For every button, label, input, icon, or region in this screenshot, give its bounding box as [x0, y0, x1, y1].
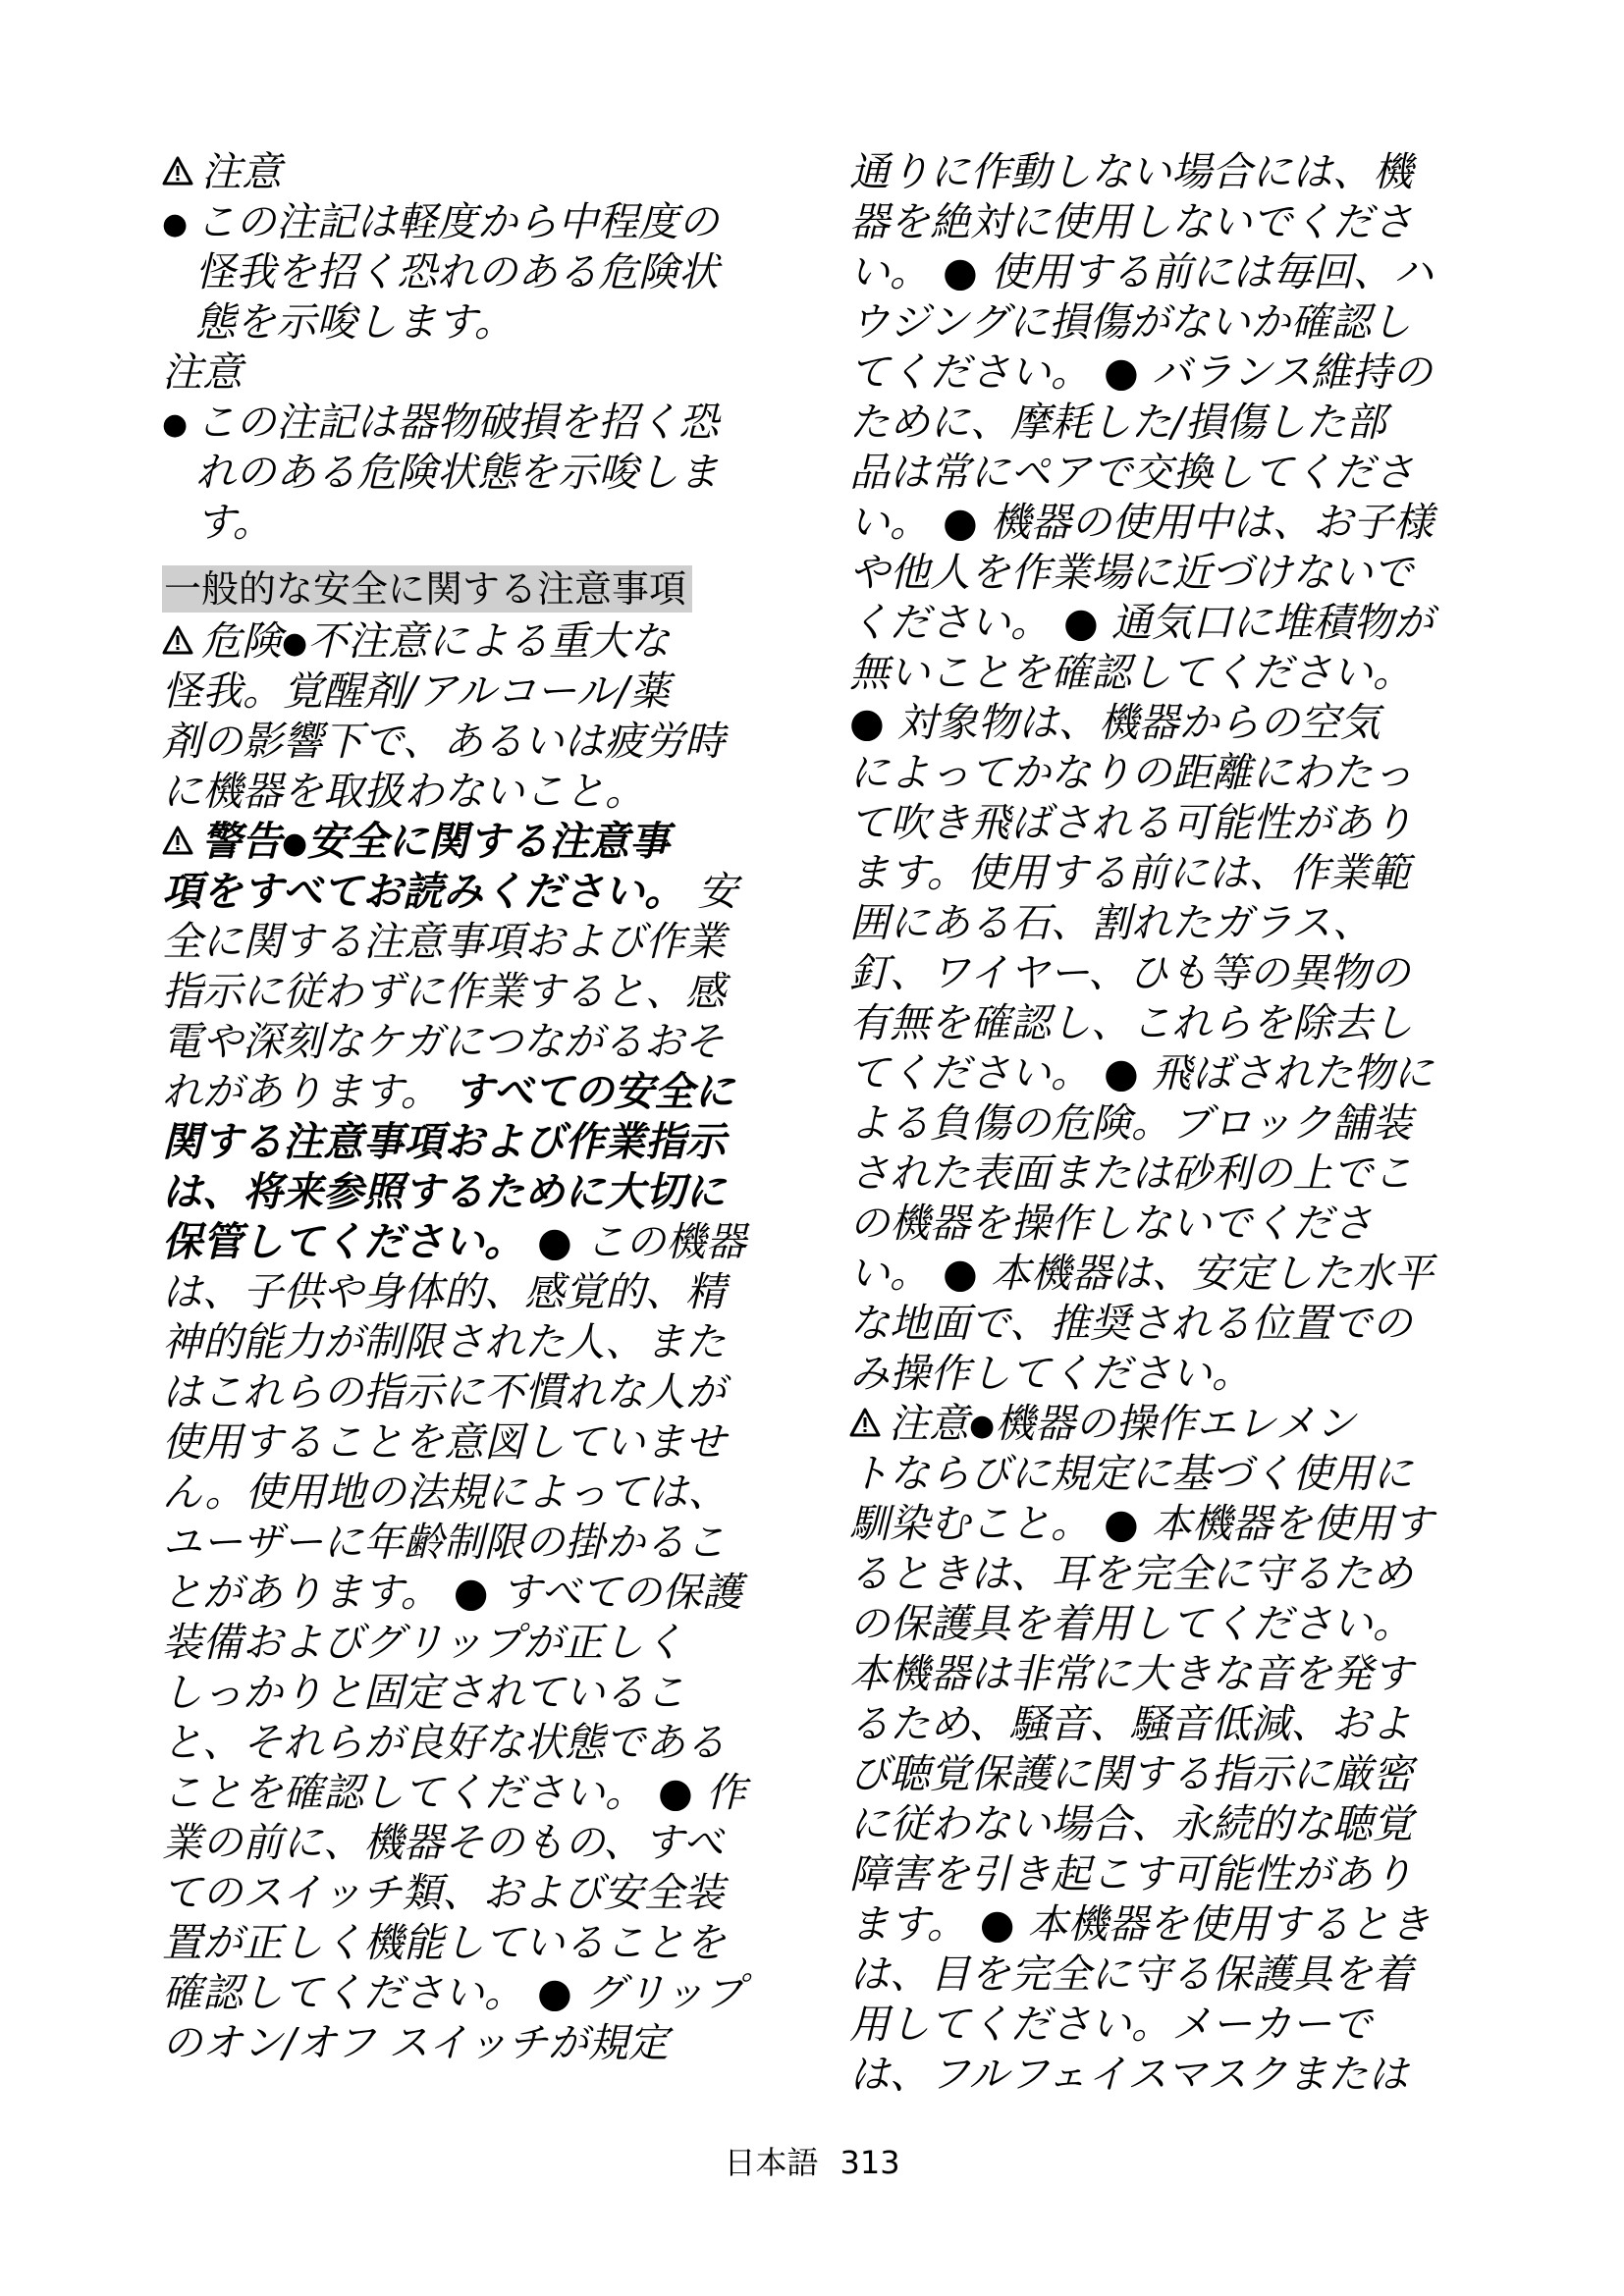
warning-label: 警告 [201, 818, 282, 865]
body-text-line: ください。 ● 通気口に堆積物が [849, 599, 1434, 646]
caution-text-line: ます。 ● 本機器を使用するとき [849, 1900, 1431, 1948]
body-text-line: な地面で、推奨される位置での [849, 1300, 1413, 1347]
body-text-line: て吹き飛ばされる可能性があり [849, 799, 1413, 846]
caution-text: 機器の操作エレメン [995, 1400, 1356, 1447]
caution-label: 注意 [889, 1400, 969, 1447]
warning-bold-text: 項をすべてお読みください。 [162, 868, 685, 915]
caution-text-line: 態を示唆します。 [195, 298, 514, 346]
warning-triangle-icon [162, 156, 195, 187]
right-column [849, 147, 1488, 2100]
warning-text-line: は、子供や身体的、感覚的、精 [162, 1268, 726, 1315]
warning-text-line: てのスイッチ類、および安全装 [162, 1869, 725, 1916]
page-footer [0, 2143, 1624, 2182]
footer-language: 日本語 [724, 2144, 819, 2181]
warning-triangle-icon [162, 826, 195, 857]
body-text-line: や他人を作業場に近づけないで [849, 549, 1413, 596]
warning-bold-line: は、将来参照するために大切に [162, 1168, 726, 1215]
bullet-icon: ● [282, 626, 308, 661]
warning-text-line: しっかりと固定されているこ [162, 1669, 685, 1716]
body-text-line: よる負傷の危険。ブロック舗装 [849, 1099, 1413, 1147]
notice-text-line: この注記は器物破損を招く恐 [195, 399, 719, 446]
body-text-line: てください。 ● バランス維持の [849, 348, 1433, 396]
warning-text-line [162, 1217, 790, 1267]
warning-plain-text: ● この機器 [524, 1218, 746, 1265]
section-title: 一般的な安全に関する注意事項 [162, 565, 692, 613]
caution-text-line: トならびに規定に基づく使用に [849, 1450, 1413, 1497]
caution-bullet-row [162, 197, 790, 247]
warning-plain-text: れがあります。 [162, 1068, 454, 1115]
warning-text-line [162, 1067, 790, 1117]
caution-text-line: るため、騒音、騒音低減、およ [849, 1700, 1412, 1747]
body-text-line: ● 対象物は、機器からの空気 [849, 699, 1380, 746]
caution-text-line: 怪我を招く恐れのある危険状 [195, 248, 719, 295]
warning-text-line: 置が正しく機能していることを [162, 1919, 726, 1966]
body-text-line: てください。 ● 飛ばされた物に [849, 1049, 1434, 1096]
warning-row [162, 817, 790, 867]
notice-text-line: す。 [195, 499, 273, 546]
warning-text-line: ことを確認してください。 ● 作 [162, 1769, 746, 1816]
body-text-line: ます。使用する前には、作業範 [849, 849, 1410, 896]
danger-text-line: 剤の影響下で、あるいは疲労時 [162, 718, 726, 765]
body-text-line: 無いことを確認してください。 [849, 649, 1413, 696]
warning-text-line: のオン/オフ スイッチが規定 [162, 2019, 669, 2066]
body-text-line: された表面または砂利の上でこ [849, 1149, 1413, 1197]
body-text-line: ために、摩耗した/損傷した部 [849, 399, 1386, 446]
notice-bullet-row [162, 398, 790, 448]
warning-text: 安全に関する注意事 [307, 818, 670, 865]
body-text-line: の機器を操作しないでくださ [849, 1200, 1373, 1247]
caution-text-line: 用してください。メーカーで [849, 2001, 1373, 2048]
danger-label: 危険 [201, 617, 282, 665]
bullet-icon: ● [969, 1409, 996, 1443]
warning-bold-text: 保管してください。 [162, 1218, 524, 1265]
danger-row [162, 616, 790, 667]
warning-triangle-icon [849, 1408, 883, 1439]
warning-bold-text: すべての安全に [453, 1068, 734, 1115]
caution-text-line: の保護具を着用してください。 [849, 1600, 1413, 1647]
danger-text-line: に機器を取扱わないこと。 [162, 768, 645, 815]
caution-text-line: に従わない場合、永続的な聴覚 [849, 1800, 1413, 1847]
caution-text-line: 障害を引き起こす可能性があり [849, 1850, 1413, 1897]
body-text-line: ウジングに損傷がないか確認し [849, 298, 1412, 346]
warning-text-line [162, 867, 790, 917]
warning-text-line: 神的能力が制限された人、また [162, 1318, 726, 1365]
body-text-line: い。 ● 本機器は、安定した水平 [849, 1250, 1434, 1297]
body-text-line: によってかなりの距離にわたっ [849, 749, 1413, 796]
warning-text-line: 業の前に、機器そのもの、すべ [162, 1819, 724, 1866]
warning-triangle-icon [162, 625, 195, 657]
body-text-line: 通りに作動しない場合には、機 [849, 148, 1413, 195]
body-text-line: い。 ● 使用する前には毎回、ハ [849, 248, 1434, 295]
caution-text-line: 本機器は非常に大きな音を発す [849, 1650, 1413, 1697]
warning-text-line: はこれらの指示に不慣れな人が [162, 1368, 726, 1415]
danger-text-line: 怪我。覚醒剤/アルコール/薬 [162, 667, 671, 715]
warning-bold-line: 関する注意事項および作業指示 [162, 1118, 726, 1165]
caution-text-line: るときは、耳を完全に守るため [849, 1550, 1413, 1597]
warning-text-line: 指示に従わずに作業すると、感 [162, 968, 726, 1015]
caution-text-line: は、フルフェイスマスクまたは [849, 2051, 1409, 2098]
body-text-line: 品は常にペアで交換してくださ [849, 449, 1415, 496]
caution-text-line: 馴染むこと。 ● 本機器を使用す [849, 1500, 1434, 1547]
body-text-line: 有無を確認し、これらを除去し [849, 999, 1413, 1046]
warning-text-line: ん。使用地の法規によっては、 [162, 1468, 729, 1516]
bullet-icon: ● [162, 207, 189, 241]
caution-text-line: は、目を完全に守る保護具を着 [849, 1950, 1413, 1998]
page-number: 313 [839, 2144, 900, 2181]
notice-heading: 注意 [162, 348, 243, 396]
body-text-line: 器を絶対に使用しないでくださ [849, 198, 1413, 245]
warning-text-line: 使用することを意図していませ [162, 1418, 726, 1466]
body-text-line: 囲にある石、割れたガラス、 [849, 899, 1373, 946]
warning-text-line: ユーザーに年齢制限の掛かるこ [162, 1519, 726, 1566]
danger-text: 不注意による重大な [307, 617, 670, 665]
caution-heading: 注意 [201, 148, 282, 195]
warning-plain-text: 安 [684, 868, 738, 915]
caution-row [849, 1399, 1488, 1449]
bullet-icon: ● [162, 407, 189, 442]
warning-text-line: 全に関する注意事項および作業 [162, 918, 726, 965]
warning-text-line: 装備およびグリップが正しく [162, 1619, 684, 1666]
caution-text-line: び聴覚保護に関する指示に厳密 [849, 1750, 1413, 1797]
left-column [162, 147, 790, 2068]
body-text-line: み操作してください。 [849, 1350, 1252, 1397]
caution-text-line: この注記は軽度から中程度の [195, 198, 719, 245]
warning-text-line: とがあります。 ● すべての保護 [162, 1569, 742, 1616]
warning-text-line: 電や深刻なケガにつながるおそ [162, 1018, 725, 1065]
notice-text-line: れのある危険状態を示唆しま [195, 449, 719, 496]
warning-text-line: と、それらが良好な状態である [162, 1719, 726, 1766]
bullet-icon: ● [282, 827, 308, 861]
warning-text-line: 確認してください。 ● グリップ [162, 1969, 745, 2016]
body-text-line: い。 ● 機器の使用中は、お子様 [849, 499, 1434, 546]
caution-heading-row [162, 147, 790, 197]
body-text-line: 釘、ワイヤー、ひも等の異物の [849, 949, 1411, 996]
